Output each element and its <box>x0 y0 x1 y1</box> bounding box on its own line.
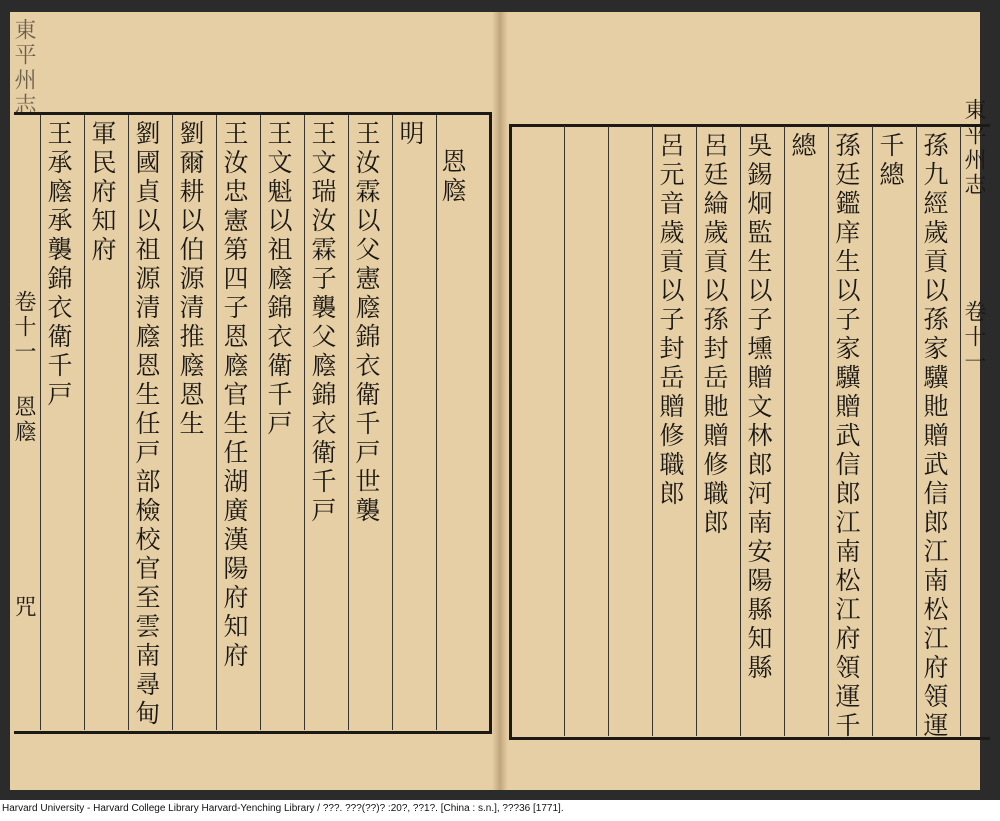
left-margin-volume: 卷十一 <box>11 290 36 365</box>
entry-column: 王汝霖以父憲廕錦衣衛千戸世襲 <box>352 120 381 526</box>
column-rule <box>652 126 653 736</box>
column-rule <box>564 126 565 736</box>
column-rule <box>260 115 261 730</box>
column-rule <box>216 115 217 730</box>
right-margin-volume: 卷十一 <box>961 300 986 375</box>
entry-column: 呂廷綸歲貢以孫封岳貤贈修職郎 <box>700 132 729 538</box>
column-rule <box>348 115 349 730</box>
entry-column: 總 <box>788 132 817 161</box>
column-rule <box>84 115 85 730</box>
column-rule <box>436 115 437 730</box>
entry-column: 軍民府知府 <box>88 120 117 265</box>
entry-column: 王汝忠憲第四子恩廕官生任湖廣漢陽府知府 <box>220 120 249 671</box>
entry-column: 孫九經歲貢以孫家驥貤贈武信郎江南松江府領運 <box>920 132 949 741</box>
column-rule <box>392 115 393 730</box>
column-rule <box>740 126 741 736</box>
column-rule <box>872 126 873 736</box>
left-fold-line <box>40 115 41 730</box>
book-gutter <box>492 12 508 790</box>
entry-column: 孫廷鑑庠生以子家驥贈武信郎江南松江府領運千 <box>832 132 861 741</box>
section-label: 恩廕 <box>438 148 467 206</box>
entry-column: 吳錫炯監生以子壎贈文林郎河南安陽縣知縣 <box>744 132 773 683</box>
image-caption: Harvard University - Harvard College Library Harvard-Yenching Library / ???. ???(??)? :20?, ??1?. [China : s.n.], ???36 [1771]. <box>2 803 564 814</box>
column-rule <box>916 126 917 736</box>
entry-column: 千總 <box>876 132 905 190</box>
column-rule <box>696 126 697 736</box>
right-margin-title: 東平州志 <box>961 98 986 198</box>
column-rule <box>784 126 785 736</box>
column-rule <box>128 115 129 730</box>
column-rule <box>828 126 829 736</box>
left-page-frame <box>11 112 492 734</box>
column-rule <box>304 115 305 730</box>
entry-column: 劉國貞以祖源清廕恩生任戸部檢校官至雲南尋甸 <box>132 120 161 729</box>
entry-column: 王文魁以祖廕錦衣衛千戸 <box>264 120 293 439</box>
entry-column: 王承廕承襲錦衣衛千戸 <box>44 120 73 410</box>
entry-column: 呂元音歲貢以子封岳贈修職郎 <box>656 132 685 509</box>
dynasty-label: 明 <box>396 120 425 149</box>
left-page-number: 咒 <box>11 595 36 620</box>
left-margin-section: 恩廕 <box>11 395 36 445</box>
entry-column: 劉爾耕以伯源清推廕恩生 <box>176 120 205 439</box>
column-rule <box>172 115 173 730</box>
left-margin-title: 東平州志 <box>11 18 36 118</box>
entry-column: 王文瑞汝霖子襲父廕錦衣衛千戸 <box>308 120 337 526</box>
right-fold-line <box>960 126 961 736</box>
column-rule <box>608 126 609 736</box>
